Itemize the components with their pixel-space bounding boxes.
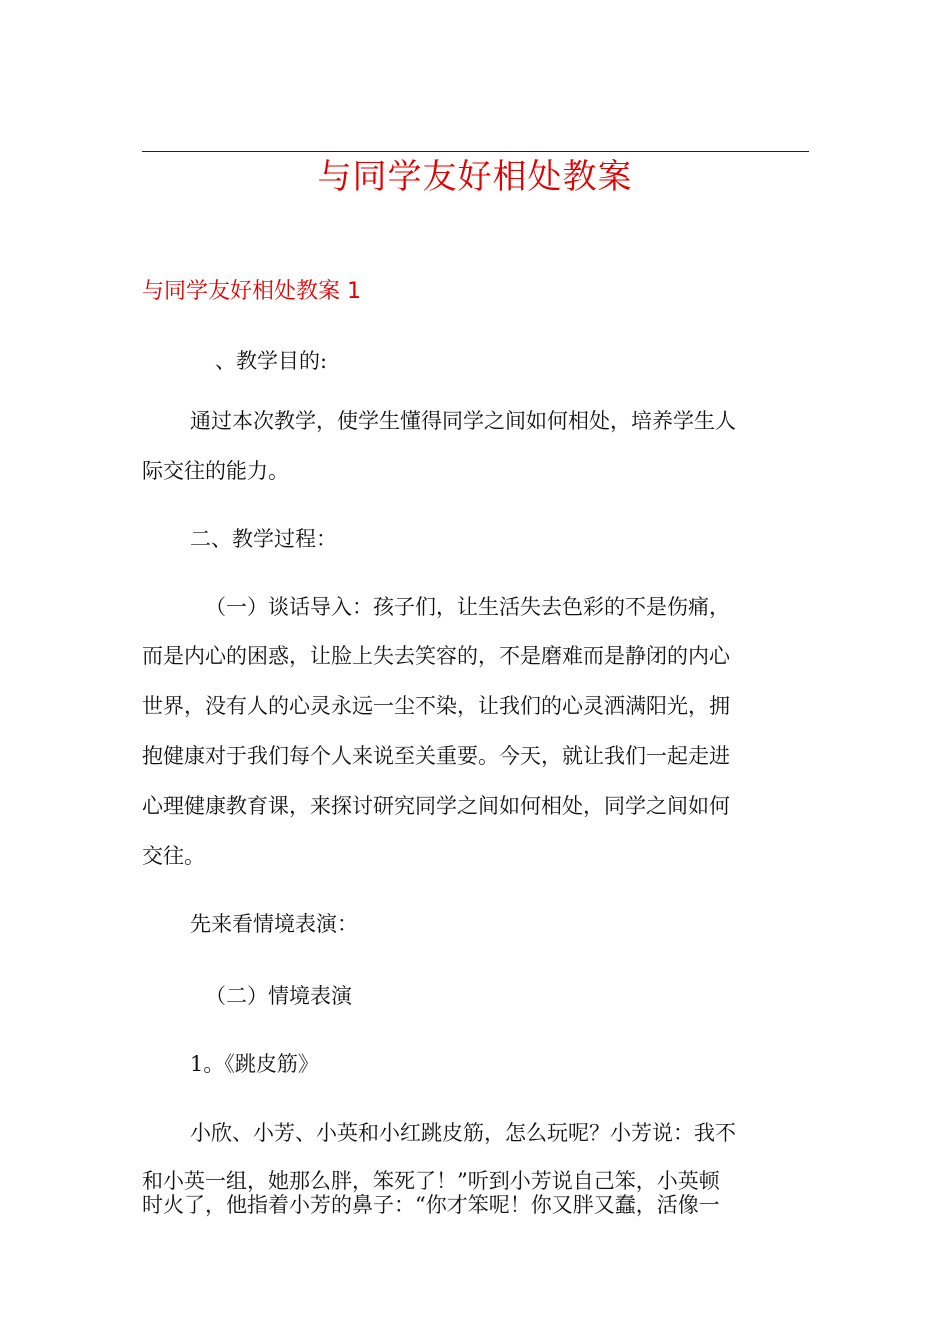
paragraph-line: 先来看情境表演： [190,912,358,936]
paragraph-line: （一）谈话导入：孩子们，让生活失去色彩的不是伤痛， [205,595,730,619]
paragraph-line: 小欣、小芳、小英和小红跳皮筋，怎么玩呢？小芳说：我不 [190,1121,736,1145]
paragraph-line: 时火了，他指着小芳的鼻子：“你才笨呢！你又胖又蠢，活像一 [142,1193,720,1217]
paragraph-line: 心理健康教育课，来探讨研究同学之间如何相处，同学之间如何 [142,794,730,818]
paragraph-line: （二）情境表演 [205,984,352,1008]
paragraph-line: 、教学目的: [215,349,328,373]
paragraph-line: 二、教学过程： [190,527,337,551]
section-heading: 与同学友好相处教案 1 [142,279,361,304]
paragraph-line: 1。《跳皮筋》 [190,1052,319,1076]
paragraph-line: 交往。 [142,844,205,868]
paragraph-line: 抱健康对于我们每个人来说至关重要。今天，就让我们一起走进 [142,744,730,768]
paragraph-line: 际交往的能力。 [142,459,289,483]
paragraph-line: 和小英一组，她那么胖，笨死了！”听到小芳说自己笨，小英顿 [142,1169,720,1193]
paragraph-line: 通过本次教学，使学生懂得同学之间如何相处，培养学生人 [190,409,736,433]
paragraph-line: 世界，没有人的心灵永远一尘不染，让我们的心灵洒满阳光，拥 [142,694,730,718]
paragraph-line: 而是内心的困惑，让脸上失去笑容的，不是磨难而是静闭的内心 [142,644,730,668]
document-title: 与同学友好相处教案 [317,157,633,197]
